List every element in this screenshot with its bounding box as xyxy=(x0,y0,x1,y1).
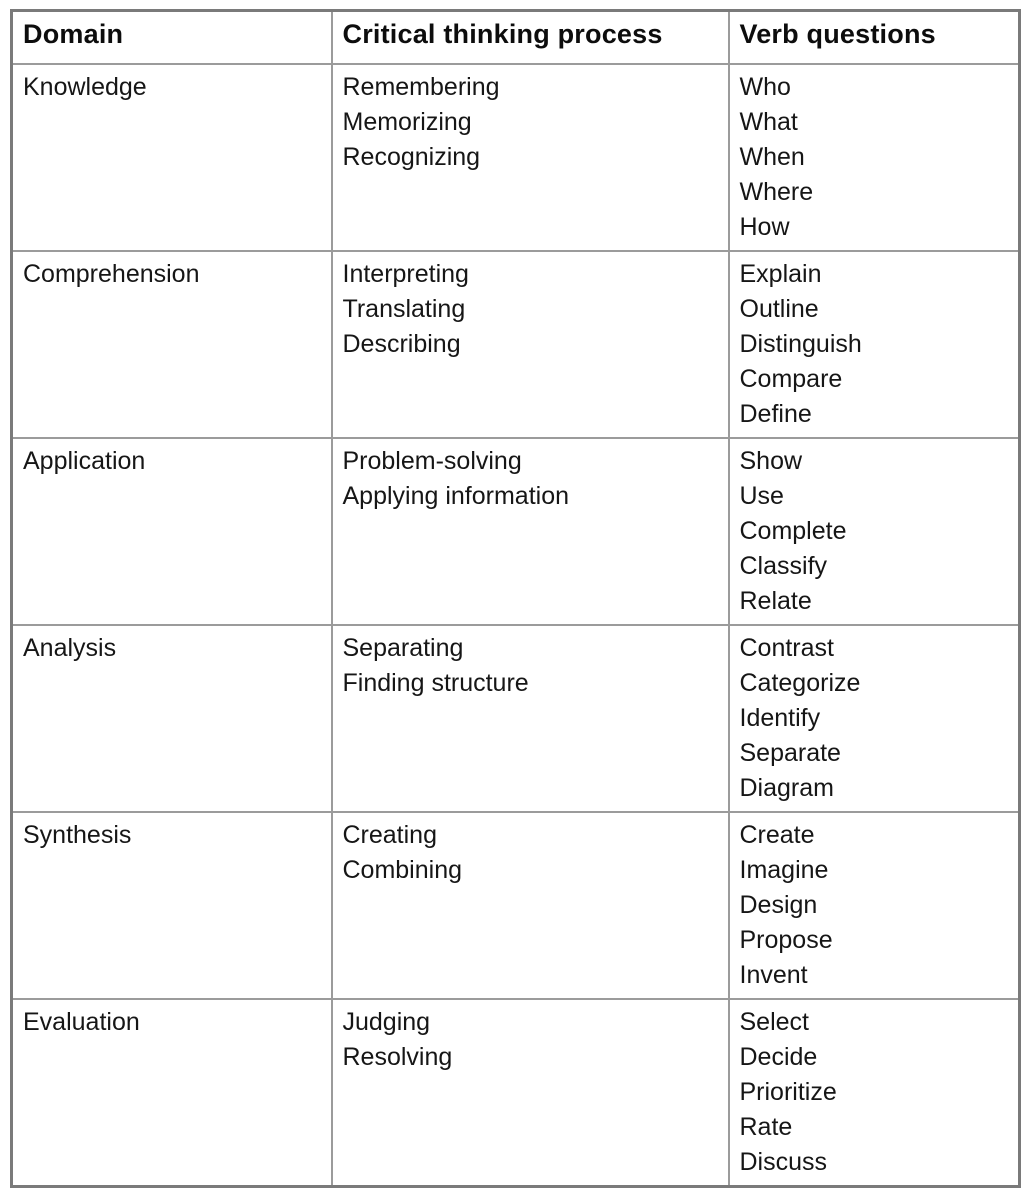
column-header-verb-questions: Verb questions xyxy=(729,11,1020,65)
taxonomy-table xyxy=(10,9,1021,1188)
cell-line: Select xyxy=(739,1008,809,1036)
cell-line: Applying information xyxy=(342,482,570,510)
cell-line: How xyxy=(739,213,790,241)
cell-process xyxy=(332,438,729,625)
cell-line: Decide xyxy=(739,1043,818,1071)
cell-line: Problem-solving xyxy=(342,447,522,475)
cell-line: Identify xyxy=(739,704,821,732)
cell-line: Relate xyxy=(739,587,812,615)
column-header-domain: Domain xyxy=(12,11,332,65)
cell-verbs xyxy=(729,251,1020,438)
cell-domain xyxy=(12,812,332,999)
cell-process xyxy=(332,251,729,438)
cell-domain xyxy=(12,251,332,438)
cell-line: Finding structure xyxy=(342,669,529,697)
cell-line: Knowledge xyxy=(23,73,147,101)
table-header-row xyxy=(12,11,1020,65)
cell-line: Imagine xyxy=(739,856,829,884)
cell-line: Recognizing xyxy=(342,143,481,171)
cell-line: Use xyxy=(739,482,784,510)
cell-line: Application xyxy=(23,447,146,475)
cell-line: Where xyxy=(739,178,814,206)
cell-line: Discuss xyxy=(739,1148,828,1176)
cell-line: Compare xyxy=(739,365,843,393)
table-row xyxy=(12,999,1020,1187)
cell-line: Propose xyxy=(739,926,833,954)
table-row xyxy=(12,251,1020,438)
cell-line: Who xyxy=(739,73,791,101)
cell-process xyxy=(332,625,729,812)
cell-line: Describing xyxy=(342,330,461,358)
cell-line: Judging xyxy=(342,1008,431,1036)
cell-line: Design xyxy=(739,891,818,919)
cell-line: What xyxy=(739,108,798,136)
cell-process xyxy=(332,812,729,999)
cell-line: Separating xyxy=(342,634,464,662)
cell-verbs xyxy=(729,999,1020,1187)
cell-verbs xyxy=(729,625,1020,812)
cell-line: Show xyxy=(739,447,803,475)
cell-line: Synthesis xyxy=(23,821,132,849)
cell-line: Classify xyxy=(739,552,828,580)
cell-line: Define xyxy=(739,400,812,428)
cell-line: Prioritize xyxy=(739,1078,837,1106)
cell-process xyxy=(332,64,729,251)
cell-domain xyxy=(12,999,332,1187)
cell-line: Interpreting xyxy=(342,260,469,288)
cell-domain xyxy=(12,438,332,625)
cell-line: Separate xyxy=(739,739,841,767)
cell-line: Invent xyxy=(739,961,808,989)
column-header-critical-thinking-process: Critical thinking process xyxy=(332,11,729,65)
cell-line: Comprehension xyxy=(23,260,200,288)
cell-verbs xyxy=(729,438,1020,625)
cell-line: Resolving xyxy=(342,1043,453,1071)
cell-line: Contrast xyxy=(739,634,834,662)
cell-line: Categorize xyxy=(739,669,861,697)
cell-line: Combining xyxy=(342,856,463,884)
cell-line: When xyxy=(739,143,805,171)
cell-line: Complete xyxy=(739,517,847,545)
cell-line: Remembering xyxy=(342,73,500,101)
cell-line: Distinguish xyxy=(739,330,862,358)
cell-line: Rate xyxy=(739,1113,793,1141)
cell-line: Evaluation xyxy=(23,1008,140,1036)
cell-line: Creating xyxy=(342,821,437,849)
cell-process xyxy=(332,999,729,1187)
cell-domain xyxy=(12,625,332,812)
table-row xyxy=(12,812,1020,999)
cell-line: Analysis xyxy=(23,634,117,662)
cell-line: Create xyxy=(739,821,815,849)
cell-line: Outline xyxy=(739,295,819,323)
cell-verbs xyxy=(729,64,1020,251)
cell-line: Explain xyxy=(739,260,822,288)
table-row xyxy=(12,625,1020,812)
cell-domain xyxy=(12,64,332,251)
table-row xyxy=(12,64,1020,251)
cell-line: Diagram xyxy=(739,774,834,802)
cell-line: Memorizing xyxy=(342,108,472,136)
table-row xyxy=(12,438,1020,625)
cell-line: Translating xyxy=(342,295,466,323)
cell-verbs xyxy=(729,812,1020,999)
